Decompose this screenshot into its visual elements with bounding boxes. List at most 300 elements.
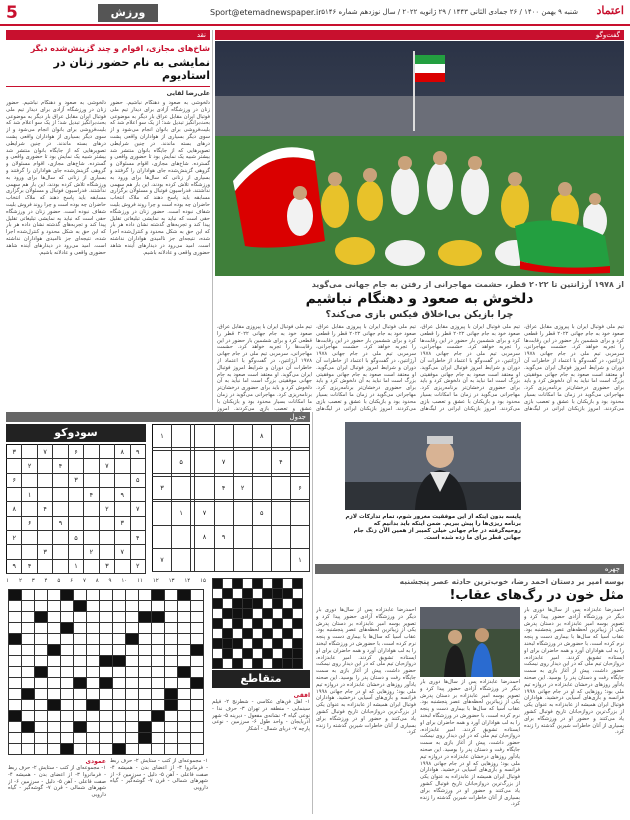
crossword-cell[interactable]: [178, 667, 191, 678]
crossword-cell[interactable]: [100, 623, 113, 634]
crossword-cell[interactable]: [22, 645, 35, 656]
crossword-cell[interactable]: [165, 656, 178, 667]
crossword-cell[interactable]: [178, 744, 191, 755]
crossword-cell[interactable]: [74, 733, 87, 744]
crossword-cell[interactable]: [152, 733, 165, 744]
sudoku-cell[interactable]: [115, 502, 130, 516]
sudoku-cell[interactable]: [68, 459, 83, 473]
crossword-cell[interactable]: [152, 612, 165, 623]
sudoku-cell[interactable]: [7, 487, 22, 501]
crossword-cell[interactable]: [178, 689, 191, 700]
sudoku-cell[interactable]: ۵: [130, 473, 146, 487]
crossword-cell[interactable]: [87, 656, 100, 667]
crossword-cell[interactable]: [191, 645, 204, 656]
crossword-cell[interactable]: [9, 678, 22, 689]
crossword-cell[interactable]: [100, 601, 113, 612]
crossword-cell[interactable]: [152, 711, 165, 722]
sudoku-cell[interactable]: ۸: [7, 502, 22, 516]
crossword-cell[interactable]: [191, 612, 204, 623]
crossword-cell[interactable]: [191, 601, 204, 612]
sudoku-cell[interactable]: ۹: [53, 516, 68, 530]
crossword-cell[interactable]: [22, 601, 35, 612]
sudoku-cell[interactable]: ۴: [130, 530, 146, 544]
crossword-cell[interactable]: [87, 733, 100, 744]
crossword-cell[interactable]: [87, 744, 100, 755]
crossword-cell[interactable]: [61, 678, 74, 689]
crossword-cell[interactable]: [100, 590, 113, 601]
crossword-cell[interactable]: [126, 634, 139, 645]
crossword-cell[interactable]: [48, 733, 61, 744]
crossword-cell[interactable]: [22, 656, 35, 667]
crossword-cell[interactable]: [165, 744, 178, 755]
sudoku-cell[interactable]: [99, 445, 114, 459]
sudoku-cell[interactable]: [22, 530, 37, 544]
crossword-cell[interactable]: [100, 634, 113, 645]
crossword-cell[interactable]: [74, 689, 87, 700]
crossword-cell[interactable]: [61, 590, 74, 601]
sudoku-cell[interactable]: ۷: [99, 459, 114, 473]
sudoku-cell[interactable]: [22, 502, 37, 516]
sudoku-cell[interactable]: ۲: [7, 530, 22, 544]
crossword-cell[interactable]: [74, 656, 87, 667]
crossword-cell[interactable]: [178, 601, 191, 612]
crossword-cell[interactable]: [22, 678, 35, 689]
crossword-cell[interactable]: [48, 612, 61, 623]
crossword-cell[interactable]: [191, 667, 204, 678]
sudoku-cell[interactable]: [115, 530, 130, 544]
crossword-cell[interactable]: [113, 590, 126, 601]
crossword-cell[interactable]: [87, 601, 100, 612]
crossword-cell[interactable]: [165, 623, 178, 634]
crossword-cell[interactable]: [100, 656, 113, 667]
sudoku-cell[interactable]: ۸: [115, 445, 130, 459]
crossword-cell[interactable]: [35, 667, 48, 678]
crossword-cell[interactable]: [22, 711, 35, 722]
crossword-cell[interactable]: [48, 645, 61, 656]
crossword-cell[interactable]: [178, 634, 191, 645]
crossword-cell[interactable]: [113, 744, 126, 755]
crossword-cell[interactable]: [35, 733, 48, 744]
crossword-cell[interactable]: [22, 700, 35, 711]
sudoku-cell[interactable]: ۲: [130, 559, 146, 573]
crossword-cell[interactable]: [178, 656, 191, 667]
crossword-cell[interactable]: [22, 733, 35, 744]
sudoku-cell[interactable]: [7, 459, 22, 473]
sudoku-grid[interactable]: [6, 444, 146, 574]
crossword-cell[interactable]: [165, 722, 178, 733]
sudoku-cell[interactable]: [37, 473, 52, 487]
sudoku-cell[interactable]: [99, 530, 114, 544]
crossword-cell[interactable]: [165, 645, 178, 656]
crossword-cell[interactable]: [113, 689, 126, 700]
crossword-cell[interactable]: [100, 645, 113, 656]
crossword-cell[interactable]: [191, 711, 204, 722]
crossword-cell[interactable]: [165, 700, 178, 711]
crossword-cell[interactable]: [48, 601, 61, 612]
crossword-cell[interactable]: [35, 678, 48, 689]
crossword-cell[interactable]: [139, 656, 152, 667]
crossword-cell[interactable]: [35, 711, 48, 722]
sudoku-cell[interactable]: ۶: [22, 516, 37, 530]
sudoku-cell[interactable]: [53, 445, 68, 459]
crossword-cell[interactable]: [126, 689, 139, 700]
crossword-cell[interactable]: [165, 590, 178, 601]
sudoku-cell[interactable]: [130, 545, 146, 559]
crossword-cell[interactable]: [9, 656, 22, 667]
crossword-cell[interactable]: [152, 689, 165, 700]
sudoku-cell[interactable]: [130, 516, 146, 530]
crossword-cell[interactable]: [126, 733, 139, 744]
crossword-cell[interactable]: [139, 645, 152, 656]
crossword-cell[interactable]: [100, 700, 113, 711]
crossword-cell[interactable]: [87, 623, 100, 634]
crossword-cell[interactable]: [35, 689, 48, 700]
crossword-cell[interactable]: [61, 733, 74, 744]
crossword-cell[interactable]: [9, 623, 22, 634]
crossword-cell[interactable]: [139, 623, 152, 634]
crossword-cell[interactable]: [61, 700, 74, 711]
sudoku-cell[interactable]: ۳: [99, 559, 114, 573]
crossword-cell[interactable]: [165, 678, 178, 689]
crossword-cell[interactable]: [22, 634, 35, 645]
crossword-cell[interactable]: [22, 590, 35, 601]
crossword-cell[interactable]: [178, 733, 191, 744]
crossword-cell[interactable]: [9, 612, 22, 623]
crossword-cell[interactable]: [61, 722, 74, 733]
crossword-cell[interactable]: [48, 634, 61, 645]
crossword-cell[interactable]: [35, 590, 48, 601]
crossword-cell[interactable]: [87, 722, 100, 733]
crossword-cell[interactable]: [87, 678, 100, 689]
crossword-cell[interactable]: [22, 623, 35, 634]
crossword-cell[interactable]: [9, 645, 22, 656]
crossword-cell[interactable]: [35, 656, 48, 667]
sudoku-cell[interactable]: [37, 459, 52, 473]
crossword-cell[interactable]: [87, 590, 100, 601]
crossword-cell[interactable]: [100, 722, 113, 733]
sudoku-cell[interactable]: [99, 487, 114, 501]
crossword-cell[interactable]: [165, 612, 178, 623]
crossword-cell[interactable]: [191, 744, 204, 755]
crossword-cell[interactable]: [9, 590, 22, 601]
sudoku-cell[interactable]: [130, 459, 146, 473]
crossword-cell[interactable]: [35, 645, 48, 656]
sudoku-cell[interactable]: [22, 545, 37, 559]
sudoku-cell[interactable]: [68, 545, 83, 559]
crossword-cell[interactable]: [113, 678, 126, 689]
crossword-cell[interactable]: [126, 623, 139, 634]
crossword-cell[interactable]: [191, 700, 204, 711]
crossword-cell[interactable]: [178, 700, 191, 711]
sudoku-cell[interactable]: [68, 516, 83, 530]
crossword-cell[interactable]: [152, 623, 165, 634]
sudoku-cell[interactable]: [22, 473, 37, 487]
sudoku-cell[interactable]: [84, 473, 99, 487]
crossword-cell[interactable]: [126, 612, 139, 623]
crossword-cell[interactable]: [165, 689, 178, 700]
crossword-cell[interactable]: [113, 667, 126, 678]
crossword-cell[interactable]: [48, 744, 61, 755]
sudoku-cell[interactable]: [84, 445, 99, 459]
crossword-cell[interactable]: [61, 744, 74, 755]
section-email[interactable]: Sport@etemadnewspaper.ir: [210, 8, 322, 17]
crossword-cell[interactable]: [87, 645, 100, 656]
sudoku-cell[interactable]: [7, 516, 22, 530]
sudoku-cell[interactable]: ۷: [37, 445, 52, 459]
crossword-cell[interactable]: [191, 689, 204, 700]
crossword-cell[interactable]: [152, 722, 165, 733]
crossword-cell[interactable]: [139, 678, 152, 689]
crossword-cell[interactable]: [74, 744, 87, 755]
crossword-cell[interactable]: [9, 667, 22, 678]
crossword-cell[interactable]: [165, 634, 178, 645]
crossword-cell[interactable]: [113, 601, 126, 612]
crossword-cell[interactable]: [22, 667, 35, 678]
crossword-cell[interactable]: [61, 656, 74, 667]
sudoku-cell[interactable]: [68, 502, 83, 516]
crossword-cell[interactable]: [74, 645, 87, 656]
crossword-cell[interactable]: [113, 623, 126, 634]
sudoku-cell[interactable]: [84, 530, 99, 544]
crossword-cell[interactable]: [74, 667, 87, 678]
crossword-cell[interactable]: [165, 601, 178, 612]
crossword-cell[interactable]: [152, 667, 165, 678]
sudoku-cell[interactable]: ۴: [37, 502, 52, 516]
crossword-cell[interactable]: [35, 744, 48, 755]
crossword-cell[interactable]: [48, 623, 61, 634]
crossword-cell[interactable]: [87, 667, 100, 678]
crossword-cell[interactable]: [191, 678, 204, 689]
crossword-cell[interactable]: [9, 711, 22, 722]
crossword-cell[interactable]: [9, 601, 22, 612]
crossword-cell[interactable]: [74, 678, 87, 689]
crossword-cell[interactable]: [74, 711, 87, 722]
crossword-cell[interactable]: [61, 711, 74, 722]
crossword-cell[interactable]: [48, 711, 61, 722]
sudoku-cell[interactable]: [115, 473, 130, 487]
crossword-cell[interactable]: [139, 711, 152, 722]
crossword-cell[interactable]: [178, 612, 191, 623]
crossword-cell[interactable]: [152, 634, 165, 645]
crossword-cell[interactable]: [9, 744, 22, 755]
crossword-cell[interactable]: [35, 634, 48, 645]
crossword-cell[interactable]: [126, 700, 139, 711]
crossword-cell[interactable]: [139, 667, 152, 678]
crossword-cell[interactable]: [126, 645, 139, 656]
sudoku-cell[interactable]: [99, 545, 114, 559]
crossword-cell[interactable]: [191, 656, 204, 667]
crossword-cell[interactable]: [100, 744, 113, 755]
crossword-cell[interactable]: [113, 656, 126, 667]
sudoku-cell[interactable]: ۱: [22, 487, 37, 501]
crossword-cell[interactable]: [100, 667, 113, 678]
crossword-cell[interactable]: [48, 722, 61, 733]
crossword-cell[interactable]: [22, 612, 35, 623]
sudoku-cell[interactable]: [37, 516, 52, 530]
crossword-cell[interactable]: [35, 700, 48, 711]
sudoku-cell[interactable]: [37, 487, 52, 501]
crossword-cell[interactable]: [87, 700, 100, 711]
crossword-cell[interactable]: [178, 590, 191, 601]
crossword-cell[interactable]: [74, 634, 87, 645]
crossword-cell[interactable]: [152, 656, 165, 667]
crossword-cell[interactable]: [74, 590, 87, 601]
crossword-cell[interactable]: [48, 656, 61, 667]
sudoku-cell[interactable]: ۳: [7, 445, 22, 459]
sudoku-cell[interactable]: ۱: [68, 559, 83, 573]
crossword-cell[interactable]: [139, 744, 152, 755]
crossword-cell[interactable]: [74, 612, 87, 623]
sudoku-cell[interactable]: [99, 473, 114, 487]
sudoku-cell[interactable]: [53, 487, 68, 501]
crossword-cell[interactable]: [48, 700, 61, 711]
crossword-cell[interactable]: [191, 623, 204, 634]
crossword-cell[interactable]: [139, 634, 152, 645]
crossword-cell[interactable]: [61, 601, 74, 612]
crossword-cell[interactable]: [113, 700, 126, 711]
crossword-cell[interactable]: [100, 678, 113, 689]
sudoku-cell[interactable]: [130, 487, 146, 501]
crossword-cell[interactable]: [152, 700, 165, 711]
sudoku-cell[interactable]: ۴: [84, 487, 99, 501]
sudoku-cell[interactable]: [84, 516, 99, 530]
crossword-cell[interactable]: [74, 601, 87, 612]
sudoku-cell[interactable]: ۶: [7, 473, 22, 487]
crossword-cell[interactable]: [139, 733, 152, 744]
crossword-cell[interactable]: [35, 601, 48, 612]
crossword-cell[interactable]: [48, 667, 61, 678]
crossword-cell[interactable]: [191, 722, 204, 733]
crossword-cell[interactable]: [9, 722, 22, 733]
crossword-cell[interactable]: [178, 645, 191, 656]
crossword-cell[interactable]: [126, 667, 139, 678]
sudoku-cell[interactable]: [84, 459, 99, 473]
sudoku-cell[interactable]: [53, 545, 68, 559]
crossword-cell[interactable]: [48, 689, 61, 700]
crossword-cell[interactable]: [22, 689, 35, 700]
crossword-cell[interactable]: [139, 700, 152, 711]
sudoku-cell[interactable]: ۲: [84, 545, 99, 559]
sudoku-cell[interactable]: [53, 530, 68, 544]
crossword-cell[interactable]: [9, 689, 22, 700]
sudoku-cell[interactable]: ۵: [68, 530, 83, 544]
crossword-cell[interactable]: [152, 744, 165, 755]
crossword-cell[interactable]: [165, 711, 178, 722]
crossword-cell[interactable]: [35, 722, 48, 733]
sudoku-cell[interactable]: ۷: [115, 545, 130, 559]
crossword-cell[interactable]: [48, 678, 61, 689]
crossword-cell[interactable]: [113, 645, 126, 656]
crossword-cell[interactable]: [113, 733, 126, 744]
sudoku-cell[interactable]: [84, 559, 99, 573]
crossword-cell[interactable]: [113, 612, 126, 623]
sudoku-cell[interactable]: ۲: [22, 459, 37, 473]
crossword-cell[interactable]: [61, 667, 74, 678]
sudoku-cell[interactable]: ۹: [7, 559, 22, 573]
crossword-cell[interactable]: [61, 634, 74, 645]
crossword-cell[interactable]: [113, 711, 126, 722]
crossword-cell[interactable]: [113, 722, 126, 733]
crossword-cell[interactable]: [35, 612, 48, 623]
sudoku-cell[interactable]: ۴: [22, 559, 37, 573]
sudoku-cell[interactable]: ۲: [99, 502, 114, 516]
crossword-cell[interactable]: [113, 634, 126, 645]
crossword-cell[interactable]: [126, 678, 139, 689]
crossword-cell[interactable]: [178, 722, 191, 733]
crossword-cell[interactable]: [178, 711, 191, 722]
sudoku-cell[interactable]: [53, 502, 68, 516]
crossword-cell[interactable]: [191, 590, 204, 601]
crossword-cell[interactable]: [139, 612, 152, 623]
crossword-cell[interactable]: [152, 645, 165, 656]
crossword-grid[interactable]: [8, 589, 204, 755]
crossword-cell[interactable]: [61, 689, 74, 700]
crossword-cell[interactable]: [61, 623, 74, 634]
crossword-cell[interactable]: [126, 722, 139, 733]
crossword-cell[interactable]: [126, 590, 139, 601]
sudoku-cell[interactable]: [53, 473, 68, 487]
crossword-cell[interactable]: [178, 678, 191, 689]
crossword-cell[interactable]: [100, 689, 113, 700]
crossword-cell[interactable]: [35, 623, 48, 634]
sudoku-cell[interactable]: ۳: [68, 473, 83, 487]
crossword-cell[interactable]: [126, 656, 139, 667]
crossword-cell[interactable]: [126, 711, 139, 722]
sudoku-cell[interactable]: ۴: [53, 459, 68, 473]
sudoku-cell[interactable]: [84, 502, 99, 516]
crossword-cell[interactable]: [87, 634, 100, 645]
crossword-cell[interactable]: [9, 733, 22, 744]
sudoku-cell[interactable]: ۹: [115, 487, 130, 501]
crossword-cell[interactable]: [22, 744, 35, 755]
crossword-cell[interactable]: [139, 601, 152, 612]
crossword-cell[interactable]: [139, 722, 152, 733]
crossword-cell[interactable]: [191, 634, 204, 645]
crossword-cell[interactable]: [61, 612, 74, 623]
crossword-cell[interactable]: [178, 623, 191, 634]
sudoku-cell[interactable]: [115, 459, 130, 473]
sudoku-cell[interactable]: [7, 545, 22, 559]
crossword-cell[interactable]: [100, 612, 113, 623]
sudoku-cell[interactable]: [37, 530, 52, 544]
crossword-cell[interactable]: [152, 678, 165, 689]
crossword-cell[interactable]: [165, 667, 178, 678]
crossword-cell[interactable]: [87, 711, 100, 722]
sudoku-cell[interactable]: ۳: [115, 516, 130, 530]
crossword-cell[interactable]: [22, 722, 35, 733]
crossword-cell[interactable]: [126, 601, 139, 612]
crossword-cell[interactable]: [152, 590, 165, 601]
crossword-cell[interactable]: [126, 744, 139, 755]
crossword-cell[interactable]: [139, 689, 152, 700]
crossword-cell[interactable]: [152, 601, 165, 612]
crossword-cell[interactable]: [61, 645, 74, 656]
sudoku-cell[interactable]: [22, 445, 37, 459]
crossword-cell[interactable]: [87, 612, 100, 623]
sudoku-cell[interactable]: [37, 559, 52, 573]
crossword-cell[interactable]: [87, 689, 100, 700]
crossword-cell[interactable]: [139, 590, 152, 601]
crossword-cell[interactable]: [74, 700, 87, 711]
crossword-cell[interactable]: [100, 733, 113, 744]
crossword-cell[interactable]: [165, 733, 178, 744]
sudoku-cell[interactable]: [68, 487, 83, 501]
crossword-cell[interactable]: [9, 700, 22, 711]
crossword-cell[interactable]: [48, 590, 61, 601]
sudoku-cell[interactable]: ۶: [68, 445, 83, 459]
sudoku-cell[interactable]: [53, 559, 68, 573]
sudoku-cell[interactable]: ۳: [37, 545, 52, 559]
